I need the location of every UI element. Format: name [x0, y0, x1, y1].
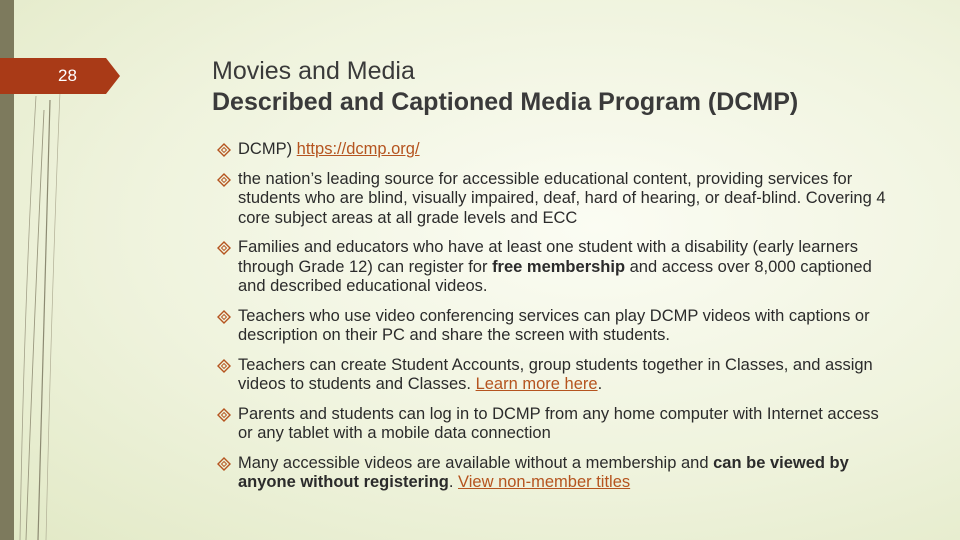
diamond-bullet-icon	[216, 240, 232, 256]
list-item	[214, 140, 894, 160]
bullet-text: .	[448, 473, 459, 491]
bullet-text: DCMP)	[238, 140, 297, 158]
bullet-text: the nation’s leading source for accessible educational content, providing services for students who are blind, visually impaired, deaf, hard of hearing, or deaf-blind. Covering 4 core subject areas at all grade levels and ECC	[238, 169, 886, 227]
non-member-titles-link[interactable]: View non-member titles	[458, 473, 631, 491]
dcmp-link[interactable]: https://dcmp.org/	[296, 140, 420, 158]
bullet-text: Teachers who use video conferencing services can play DCMP videos with captions or description on their PC and share the screen with students.	[238, 306, 870, 344]
list-item	[214, 170, 894, 229]
list-item	[214, 238, 894, 297]
title-line-2: Described and Captioned Media Program (DCMP)	[212, 88, 799, 116]
learn-more-link[interactable]: Learn more here	[475, 375, 598, 393]
bullet-text: Parents and students can log in to DCMP from any home computer with Internet access or any tablet with a mobile data connection	[238, 404, 879, 442]
bullet-bold-text: free membership	[492, 257, 626, 276]
diamond-bullet-icon	[216, 172, 232, 188]
list-item	[214, 454, 894, 493]
title-line-1: Movies and Media	[212, 57, 415, 85]
list-item	[214, 307, 894, 346]
bullet-text: Families and educators who have at least one student with a disability (early learners through Grade 12) can register for	[238, 238, 858, 276]
diamond-bullet-icon	[216, 358, 232, 374]
bullet-bold-text: can be viewed by anyone without registering	[238, 453, 849, 491]
slide-title	[212, 56, 932, 118]
bullet-list	[214, 140, 894, 503]
list-item	[214, 356, 894, 395]
bullet-text: Many accessible videos are available without a membership and	[238, 453, 714, 472]
slide-number: 28	[58, 66, 77, 85]
bullet-text: and access over 8,000 captioned and described educational videos.	[238, 257, 872, 295]
diamond-bullet-icon	[216, 407, 232, 423]
bullet-text: .	[597, 375, 603, 393]
diamond-bullet-icon	[216, 142, 232, 158]
diamond-bullet-icon	[216, 309, 232, 325]
list-item	[214, 405, 894, 444]
diamond-bullet-icon	[216, 456, 232, 472]
bullet-text: Teachers can create Student Accounts, group students together in Classes, and assign videos to students and Classes.	[238, 355, 873, 393]
